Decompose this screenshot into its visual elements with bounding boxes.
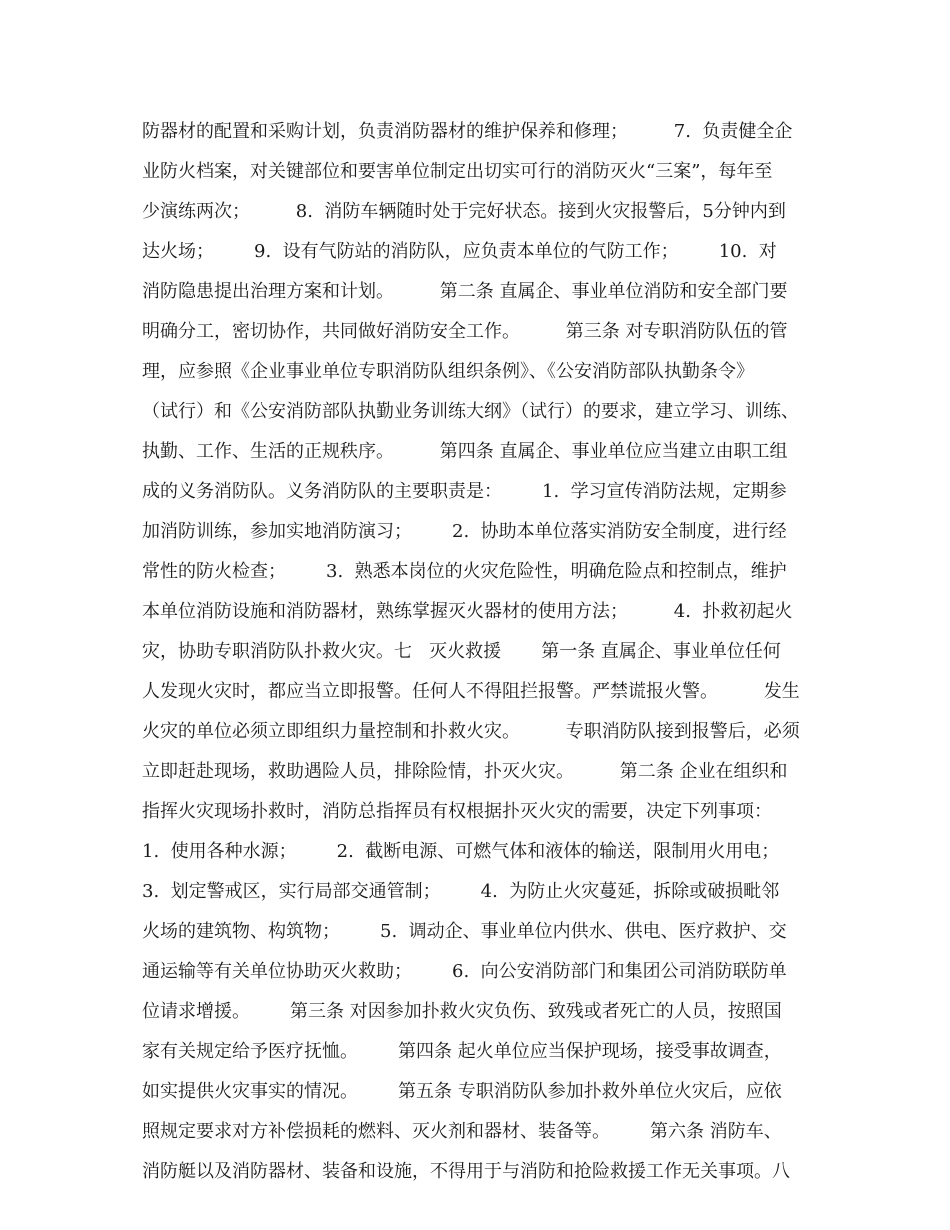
text-line: 执勤、工作、生活的正规秩序。 第四条 直属企、事业单位应当建立由职工组 [142, 441, 788, 462]
text-line: （试行）和《公安消防部队执勤业务训练大纲》（试行）的要求，建立学习、训练、 [142, 401, 799, 422]
text-line: 火灾的单位必须立即组织力量控制和扑救火灾。 专职消防队接到报警后，必须 [142, 721, 800, 742]
text-line: 消防隐患提出治理方案和计划。 第二条 直属企、事业单位消防和安全部门要 [142, 281, 788, 302]
text-line: 立即赶赴现场，救助遇险人员，排除险情，扑灭火灾。 第二条 企业在组织和 [142, 761, 788, 782]
text-line: 人发现火灾时，都应当立即报警。任何人不得阻拦报警。严禁谎报火警。 发生 [142, 681, 800, 702]
text-line: 灾，协助专职消防队扑救火灾。七 灭火救援 第一条 直属企、事业单位任何 [142, 641, 781, 662]
text-line: 达火场； 9. 设有气防站的消防队，应负责本单位的气防工作； 10. 对 [142, 241, 777, 262]
text-line: 加消防训练，参加实地消防演习； 2. 协助本单位落实消防安全制度，进行经 [142, 521, 787, 542]
text-line: 明确分工，密切协作，共同做好消防安全工作。 第三条 对专职消防队伍的管 [142, 321, 788, 342]
text-line: 位请求增援。 第三条 对因参加扑救火灾负伤、致残或者死亡的人员，按照国 [142, 1001, 782, 1022]
text-line: 如实提供火灾事实的情况。 第五条 专职消防队参加扑救外单位火灾后，应依 [142, 1081, 782, 1102]
text-line: 火场的建筑物、构筑物； 5. 调动企、事业单位内供水、供电、医疗救护、交 [142, 921, 787, 942]
text-line: 防器材的配置和采购计划，负责消防器材的维护保养和修理； 7. 负责健全企 [142, 121, 793, 142]
text-line: 指挥火灾现场扑救时，消防总指挥员有权根据扑灭火灾的需要，决定下列事项： [142, 801, 772, 822]
text-line: 通运输等有关单位协助灭火救助； 6. 向公安消防部门和集团公司消防联防单 [142, 961, 787, 982]
text-line: 业防火档案，对关键部位和要害单位制定出切实可行的消防灭火“三案”，每年至 [142, 161, 773, 182]
body-text [142, 112, 832, 1192]
text-line: 3. 划定警戒区，实行局部交通管制； 4. 为防止火灾蔓延，拆除或破损毗邻 [142, 881, 780, 902]
text-line: 少演练两次； 8. 消防车辆随时处于完好状态。接到火灾报警后，5分钟内到 [142, 201, 786, 222]
text-line: 本单位消防设施和消防器材，熟练掌握灭火器材的使用方法； 4. 扑救初起火 [142, 601, 793, 622]
text-line: 常性的防火检查； 3. 熟悉本岗位的火灾危险性，明确危险点和控制点，维护 [142, 561, 787, 582]
text-line: 家有关规定给予医疗抚恤。 第四条 起火单位应当保护现场，接受事故调查， [142, 1041, 782, 1062]
text-line: 成的义务消防队。义务消防队的主要职责是： 1. 学习宣传消防法规，定期参 [142, 481, 787, 502]
text-line: 理，应参照《企业事业单位专职消防队组织条例》、《公安消防部队执勤条令》 [142, 361, 754, 382]
text-line: 消防艇以及消防器材、装备和设施，不得用于与消防和抢险救援工作无关事项。八 [142, 1161, 790, 1182]
text-line: 1. 使用各种水源； 2. 截断电源、可燃气体和液体的输送，限制用火用电； [142, 841, 780, 862]
text-line: 照规定要求对方补偿损耗的燃料、灭火剂和器材、装备等。 第六条 消防车、 [142, 1121, 782, 1142]
